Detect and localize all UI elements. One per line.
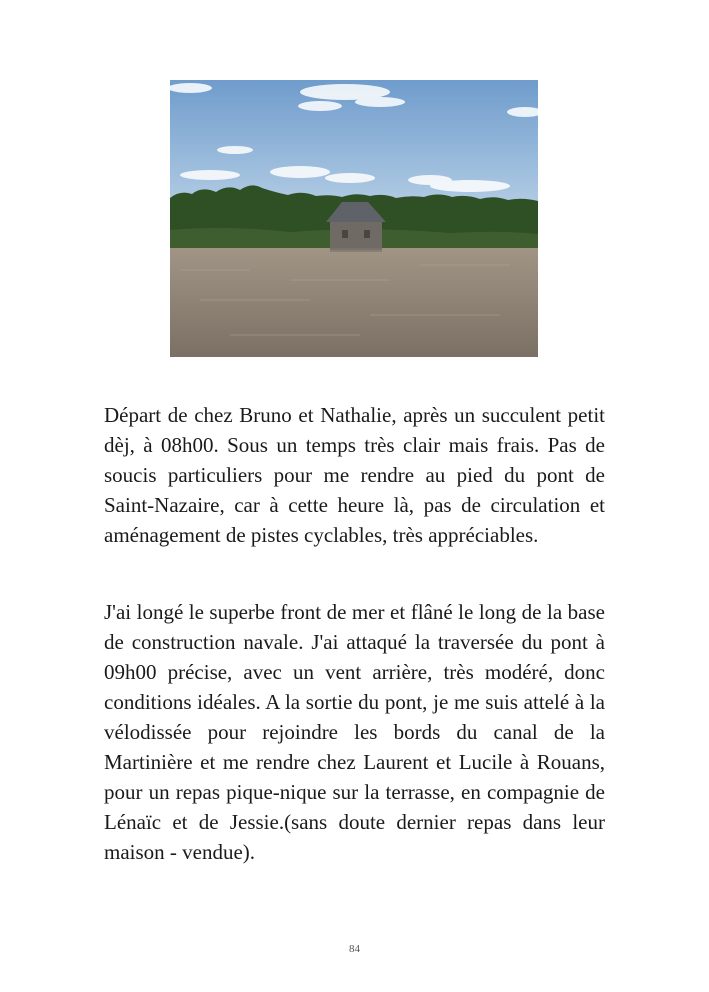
- water: [170, 248, 538, 357]
- river-house-image: [170, 80, 538, 357]
- paragraph-1: Départ de chez Bruno et Nathalie, après un succulent petit dèj, à 08h00. Sous un temps très clair mais frais. Pas de soucis particuliers pour me rendre au pied du pont de Saint-Nazaire, car à cette heure là, pas de circulation et aménagement de pistes cyclables, très appréciables.: [104, 403, 605, 547]
- paragraph-2: J'ai longé le superbe front de mer et flâné le long de la base de construction navale. J'ai attaqué la traversée du pont à 09h00 précise, avec un vent arrière, très modéré, donc conditions idéales. A la sortie du pont, je me suis attelé à la vélodissée pour rejoindre les bords du canal de la Martinière et me rendre chez Laurent et Lucile à Rouans, pour un repas pique-nique sur la terrasse, en compagnie de Lénaïc et de Jessie.(sans doute dernier repas dans leur maison - vendue).: [104, 600, 605, 864]
- page-number: 84: [349, 943, 360, 955]
- river-photo: [170, 80, 538, 357]
